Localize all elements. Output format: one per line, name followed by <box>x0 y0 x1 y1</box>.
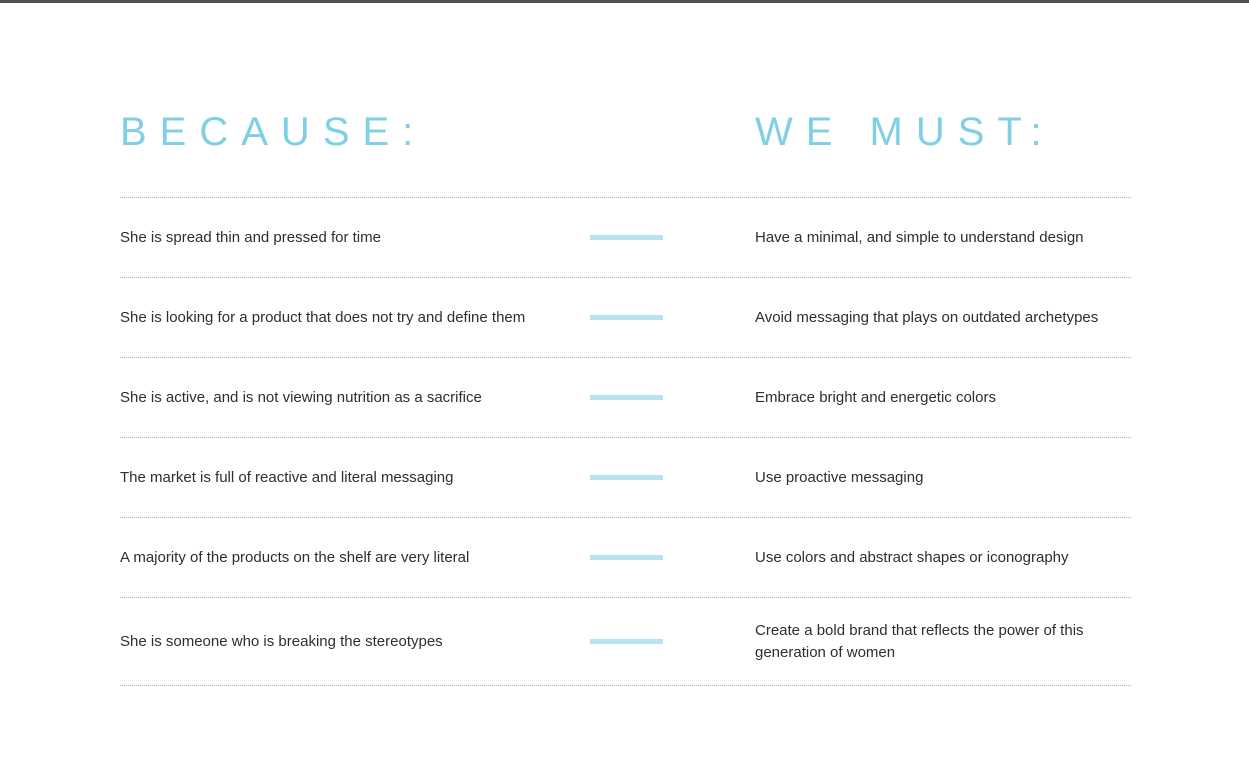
because-text: She is active, and is not viewing nutrition as a sacrifice <box>120 388 482 406</box>
must-text: Create a bold brand that reflects the power of this generation of women <box>755 621 1084 661</box>
column-headers <box>120 111 1131 153</box>
connector-line <box>590 235 663 240</box>
because-text: The market is full of reactive and literal messaging <box>120 468 454 486</box>
we-must-header: WE MUST: <box>755 110 1055 154</box>
comparison-row <box>120 518 1131 598</box>
comparison-row <box>120 438 1131 518</box>
comparison-content <box>120 3 1131 686</box>
connector-line <box>590 555 663 560</box>
because-text: She is someone who is breaking the stereotypes <box>120 632 443 650</box>
comparison-row <box>120 598 1131 686</box>
connector-line <box>590 475 663 480</box>
because-text: She is looking for a product that does not try and define them <box>120 308 526 326</box>
comparison-row <box>120 278 1131 358</box>
comparison-list <box>120 197 1131 686</box>
must-text: Use proactive messaging <box>755 468 924 486</box>
because-text: A majority of the products on the shelf are very literal <box>120 548 470 566</box>
because-text: She is spread thin and pressed for time <box>120 228 381 246</box>
comparison-row <box>120 358 1131 438</box>
because-header: BECAUSE: <box>120 110 427 154</box>
comparison-row <box>120 198 1131 278</box>
must-text: Use colors and abstract shapes or iconography <box>755 548 1069 566</box>
connector-line <box>590 395 663 400</box>
connector-line <box>590 639 663 644</box>
must-text: Have a minimal, and simple to understand design <box>755 228 1084 246</box>
connector-line <box>590 315 663 320</box>
must-text: Embrace bright and energetic colors <box>755 388 996 406</box>
must-text: Avoid messaging that plays on outdated archetypes <box>755 308 1099 326</box>
